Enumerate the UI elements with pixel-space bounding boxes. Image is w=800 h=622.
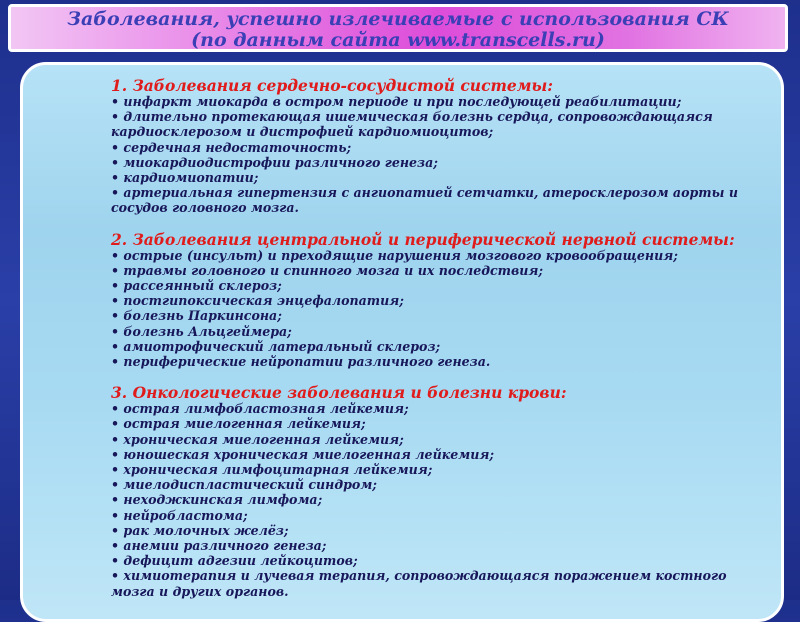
list-item: • рассеянный склероз; [111, 278, 282, 294]
list-item: • рак молочных желёз; [111, 522, 289, 538]
title-line-2: (по данным сайта www.transcells.ru) [191, 29, 605, 51]
content-panel [20, 62, 784, 622]
list-item: • болезнь Альцгеймера; [111, 323, 292, 339]
list-item: • анемии различного генеза; [111, 538, 327, 554]
list-item: • нейробластома; [111, 507, 248, 523]
list-item: • острая лимфобластозная лейкемия; [111, 401, 409, 417]
list-item: • миокардиодистрофии различного генеза; [111, 154, 438, 170]
title-line-1: Заболевания, успешно излечиваемые с использования СК [67, 8, 729, 30]
list-item: • химиотерапия и лучевая терапия, сопровождающаяся поражением костного мозга и других органов. [111, 568, 727, 599]
list-item: • неходжкинская лимфома; [111, 492, 323, 508]
section-heading: 1. Заболевания сердечно-сосудистой системы: [111, 76, 553, 95]
list-item: • постгипоксическая энцефалопатия; [111, 293, 404, 309]
list-item: • острая миелогенная лейкемия; [111, 416, 366, 432]
list-item: • периферические нейропатии различного генеза. [111, 354, 491, 370]
title-banner [8, 4, 788, 52]
section-heading: 3. Онкологические заболевания и болезни крови: [111, 383, 567, 403]
list-item: • болезнь Паркинсона; [111, 308, 282, 324]
list-item: • амиотрофический латеральный склероз; [111, 338, 441, 354]
section-heading: 2. Заболевания центральной и периферической нервной системы: [111, 229, 735, 249]
section-oncology-blood [111, 383, 773, 599]
list-item: • юношеская хроническая миелогенная лейкемия; [111, 446, 495, 462]
list-item: • хроническая миелогенная лейкемия; [111, 431, 404, 447]
list-item: • длительно протекающая ишемическая болезнь сердца, сопровождающаяся кардиосклерозом и дистрофией кардиомиоцитов; [111, 109, 713, 140]
disease-list [111, 76, 773, 614]
list-item: • хроническая лимфоцитарная лейкемия; [111, 462, 433, 478]
list-item: • инфаркт миокарда в остром периоде и при последующей реабилитации; [111, 94, 682, 109]
list-item: • кардиомиопатии; [111, 170, 259, 186]
list-item: • травмы головного и спинного мозга и их последствия; [111, 262, 544, 278]
list-item: • миелодиспластический синдром; [111, 477, 377, 493]
list-item: • острые (инсульт) и преходящие нарушения мозгового кровообращения; [111, 247, 678, 263]
list-item: • дефицит адгезии лейкоцитов; [111, 553, 358, 569]
list-item: • сердечная недостаточность; [111, 139, 352, 155]
section-cardiovascular [111, 76, 773, 216]
section-nervous-system [111, 229, 773, 370]
list-item: • артериальная гипертензия с ангиопатией сетчатки, атеросклерозом аорты и сосудов головного мозга. [111, 185, 738, 216]
